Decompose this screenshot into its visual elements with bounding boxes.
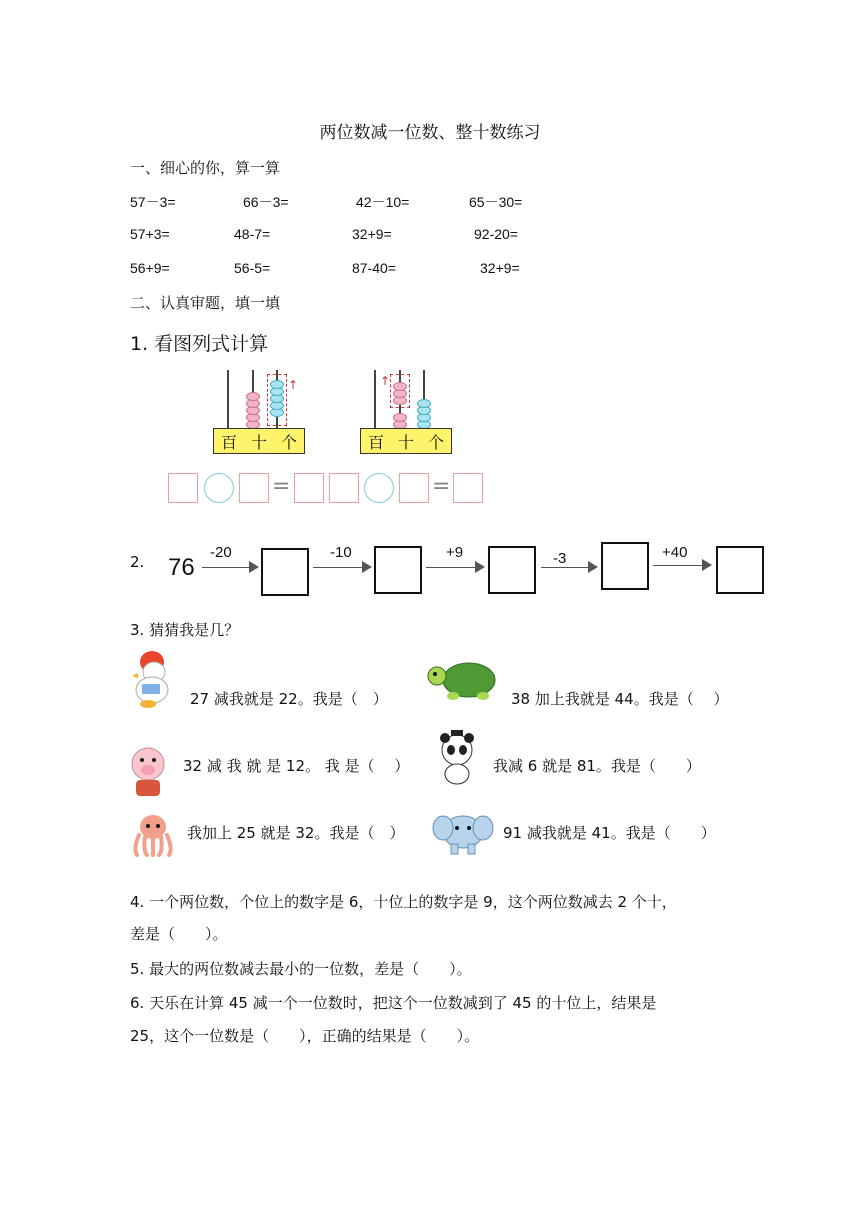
chain-arrow bbox=[313, 567, 365, 568]
q3-item-2: 38 加上我就是 44。我是（ ） bbox=[511, 690, 729, 708]
arrow-up-icon: ↑ bbox=[380, 374, 391, 388]
answer-box[interactable] bbox=[329, 473, 359, 503]
arrow-right-icon bbox=[588, 561, 598, 573]
calc-item: 56+9= bbox=[130, 260, 170, 276]
pig-icon bbox=[124, 744, 172, 802]
chain-start-value: 76 bbox=[168, 554, 195, 581]
duck-icon bbox=[130, 646, 178, 710]
q6-line-2: 25，这个一位数是（ ），正确的结果是（ ）。 bbox=[130, 1027, 480, 1045]
answer-box[interactable] bbox=[453, 473, 483, 503]
chain-op: +9 bbox=[446, 544, 464, 561]
calc-item: 56-5= bbox=[234, 260, 271, 276]
abacus-place-label bbox=[360, 428, 452, 454]
calc-item: 48-7= bbox=[234, 226, 271, 242]
calc-item: 57－3= bbox=[130, 194, 176, 210]
q3-label: 3. 猜猜我是几？ bbox=[130, 621, 240, 639]
removed-beads-outline bbox=[390, 374, 410, 408]
calc-item: 57+3= bbox=[130, 226, 170, 242]
arrow-right-icon bbox=[475, 561, 485, 573]
q3-item-3: 32 减 我 就 是 12。 我 是（ ） bbox=[183, 757, 410, 775]
abacus-place-label bbox=[213, 428, 305, 454]
chain-arrow bbox=[202, 567, 252, 568]
chain-op: -3 bbox=[553, 550, 567, 567]
chain-op: -10 bbox=[330, 544, 352, 561]
q2-number: 2. bbox=[130, 553, 145, 571]
label-hundreds: 百 bbox=[367, 432, 384, 452]
octopus-icon bbox=[129, 811, 177, 857]
label-ones: 个 bbox=[280, 432, 297, 452]
chain-answer-box[interactable] bbox=[261, 548, 309, 596]
calc-item: 32+9= bbox=[352, 226, 392, 242]
equals-sign: = bbox=[432, 474, 451, 499]
q6-line-1: 6. 天乐在计算 45 减一个一位数时，把这个一位数减到了 45 的十位上，结果是 bbox=[130, 994, 657, 1012]
arrow-up-icon: ↑ bbox=[288, 378, 299, 392]
bead bbox=[393, 413, 407, 422]
chain-answer-box[interactable] bbox=[601, 542, 649, 590]
chain-answer-box[interactable] bbox=[716, 546, 764, 594]
q4-line-1: 4. 一个两位数，个位上的数字是 6，十位上的数字是 9，这个两位数减去 2 个十， bbox=[130, 893, 677, 911]
section1-heading: 一、细心的你，算一算 bbox=[130, 159, 281, 177]
arrow-right-icon bbox=[249, 561, 259, 573]
q4-line-2: 差是（ ）。 bbox=[130, 925, 228, 943]
bead bbox=[417, 399, 431, 408]
bead bbox=[246, 392, 260, 401]
chain-answer-box[interactable] bbox=[488, 546, 536, 594]
section2-heading: 二、认真审题，填一填 bbox=[130, 294, 281, 312]
equals-sign: = bbox=[272, 474, 291, 499]
rod-hundreds bbox=[227, 370, 229, 428]
chain-arrow bbox=[541, 567, 591, 568]
calc-item: 87-40= bbox=[352, 260, 396, 276]
q1-label: 1. 看图列式计算 bbox=[130, 333, 269, 355]
answer-box[interactable] bbox=[239, 473, 269, 503]
chain-op: -20 bbox=[210, 544, 232, 561]
q3-item-6: 91 减我就是 41。我是（ ） bbox=[503, 824, 716, 842]
label-tens: 十 bbox=[397, 432, 414, 452]
label-tens: 十 bbox=[250, 432, 267, 452]
answer-box[interactable] bbox=[168, 473, 198, 503]
chain-arrow bbox=[653, 565, 705, 566]
calc-item: 66－3= bbox=[243, 194, 289, 210]
chain-op: +40 bbox=[662, 544, 688, 561]
answer-box[interactable] bbox=[399, 473, 429, 503]
calc-item: 42－10= bbox=[356, 194, 410, 210]
arrow-right-icon bbox=[362, 561, 372, 573]
q3-item-5: 我加上 25 就是 32。我是（ ） bbox=[187, 824, 405, 842]
chain-arrow bbox=[426, 567, 478, 568]
q3-item-1: 27 减我就是 22。我是（ ） bbox=[190, 690, 388, 708]
removed-beads-outline bbox=[267, 374, 287, 426]
abacus-1 bbox=[213, 370, 305, 454]
operator-circle[interactable] bbox=[364, 473, 394, 503]
operator-circle[interactable] bbox=[204, 473, 234, 503]
answer-box[interactable] bbox=[294, 473, 324, 503]
turtle-icon bbox=[425, 656, 501, 706]
panda-icon bbox=[437, 730, 485, 786]
rod-hundreds bbox=[374, 370, 376, 428]
abacus-2 bbox=[360, 370, 452, 454]
q3-item-4: 我减 6 就是 81。我是（ ） bbox=[493, 757, 701, 775]
q5-text: 5. 最大的两位数减去最小的一位数，差是（ ）。 bbox=[130, 960, 472, 978]
label-hundreds: 百 bbox=[220, 432, 237, 452]
calc-item: 92-20= bbox=[474, 226, 518, 242]
calc-item: 32+9= bbox=[480, 260, 520, 276]
page-title: 两位数减一位数、整十数练习 bbox=[319, 123, 541, 143]
label-ones: 个 bbox=[427, 432, 444, 452]
calc-item: 65－30= bbox=[469, 194, 523, 210]
chain-answer-box[interactable] bbox=[374, 546, 422, 594]
arrow-right-icon bbox=[702, 559, 712, 571]
elephant-icon bbox=[429, 806, 495, 858]
